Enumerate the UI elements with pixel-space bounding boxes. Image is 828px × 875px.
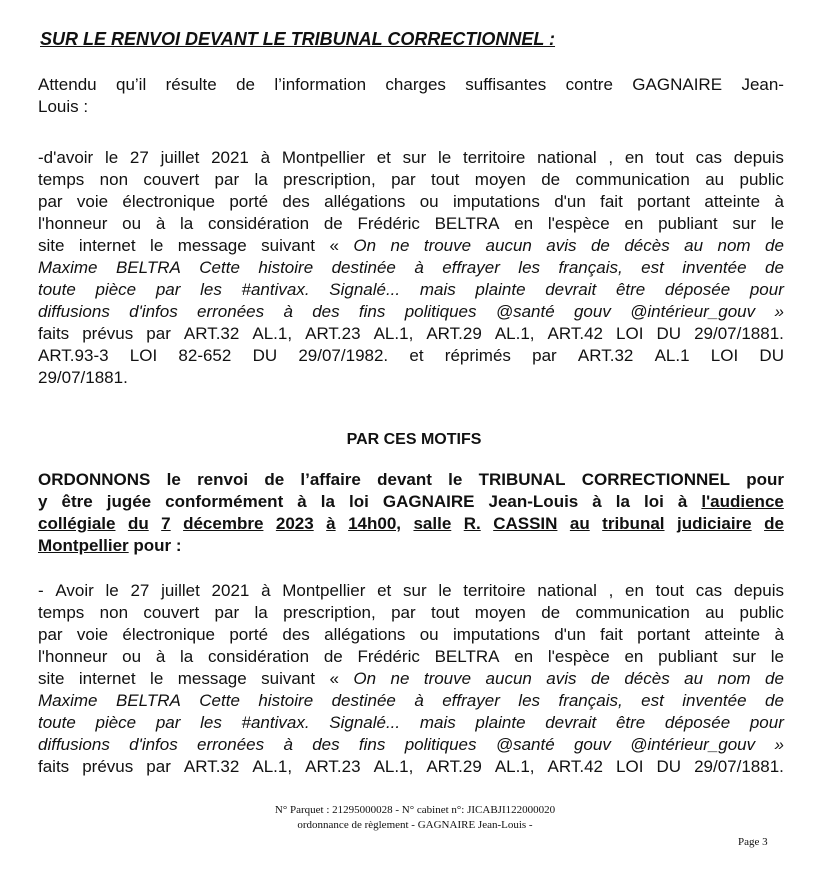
repeat-line-9: faits prévus par ART.32 AL.1, ART.23 AL.1, ART.29 AL.1, ART.42 LOI DU 29/07/1881. xyxy=(38,757,784,776)
charge-line-1: -d'avoir le 27 juillet 2021 à Montpellier et sur le territoire national , en tout cas depuis xyxy=(38,148,784,167)
section-heading: SUR LE RENVOI DEVANT LE TRIBUNAL CORRECTIONNEL : xyxy=(40,29,556,49)
footer-subject: ordonnance de règlement - GAGNAIRE Jean-Louis - xyxy=(297,819,533,831)
motifs-title: PAR CES MOTIFS xyxy=(346,431,482,448)
attendu-line-2: Louis : xyxy=(38,97,89,116)
attendu-line-1: Attendu qu’il résulte de l’information charges suffisantes contre GAGNAIRE Jean- xyxy=(38,75,784,94)
charge-line-11: 29/07/1881. xyxy=(38,368,128,387)
ordonnons-line-4-end: pour : xyxy=(128,536,182,555)
repeat-line-7: toute pièce par les #antivax. Signalé... mais plainte devrait être déposée pour xyxy=(38,713,784,732)
charge-line-7: toute pièce par les #antivax. Signalé... mais plainte devrait être déposée pour xyxy=(38,280,784,299)
repeat-line-6: Maxime BELTRA Cette histoire destinée à effrayer les français, est inventée de xyxy=(38,691,784,710)
charge-line-2: temps non couvert par la prescription, par tout moyen de communication au public xyxy=(38,170,784,189)
repeat-line-8: diffusions d'infos erronées à des fins politiques @santé gouv @intérieur_gouv » xyxy=(38,735,784,754)
hearing-city: Montpellier xyxy=(38,536,129,555)
charge-line-10: ART.93-3 LOI 82-652 DU 29/07/1982. et réprimés par ART.32 AL.1 LOI DU xyxy=(38,346,784,365)
charge-line-8: diffusions d'infos erronées à des fins politiques @santé gouv @intérieur_gouv » xyxy=(38,302,784,321)
repeat-line-4: l'honneur ou à la considération de Frédéric BELTRA en l'espèce en publiant sur le xyxy=(38,647,784,666)
ordonnons-line-2: y être jugée conformément à la loi GAGNAIRE Jean-Louis à la loi à l'audience xyxy=(38,492,784,511)
repeat-line-3: par voie électronique porté des allégations ou imputations d'un fait portant atteinte à xyxy=(38,625,784,644)
charge-line-5: site internet le message suivant « On ne trouve aucun avis de décès au nom de xyxy=(38,236,784,255)
charge-line-6: Maxime BELTRA Cette histoire destinée à effrayer les français, est inventée de xyxy=(38,258,784,277)
charge-line-3: par voie électronique porté des allégations ou imputations d'un fait portant atteinte à xyxy=(38,192,784,211)
ordonnons-line-4 xyxy=(38,536,182,556)
repeat-line-5: site internet le message suivant « On ne trouve aucun avis de décès au nom de xyxy=(38,669,784,688)
repeat-line-1: - Avoir le 27 juillet 2021 à Montpellier et sur le territoire national , en tout cas depuis xyxy=(38,581,784,600)
ordonnons-line-3: collégiale du 7 décembre 2023 à 14h00, salle R. CASSIN au tribunal judiciaire de xyxy=(38,514,784,533)
charge-line-9: faits prévus par ART.32 AL.1, ART.23 AL.1, ART.29 AL.1, ART.42 LOI DU 29/07/1881. xyxy=(38,324,784,343)
repeat-line-2: temps non couvert par la prescription, par tout moyen de communication au public xyxy=(38,603,784,622)
footer-reference: N° Parquet : 21295000028 - N° cabinet n°: JICABJI122000020 xyxy=(274,804,556,816)
ordonnons-line-1: ORDONNONS le renvoi de l’affaire devant le TRIBUNAL CORRECTIONNEL pour xyxy=(38,470,784,489)
charge-line-4: l'honneur ou à la considération de Frédéric BELTRA en l'espèce en publiant sur le xyxy=(38,214,784,233)
page-number: Page 3 xyxy=(738,836,768,848)
